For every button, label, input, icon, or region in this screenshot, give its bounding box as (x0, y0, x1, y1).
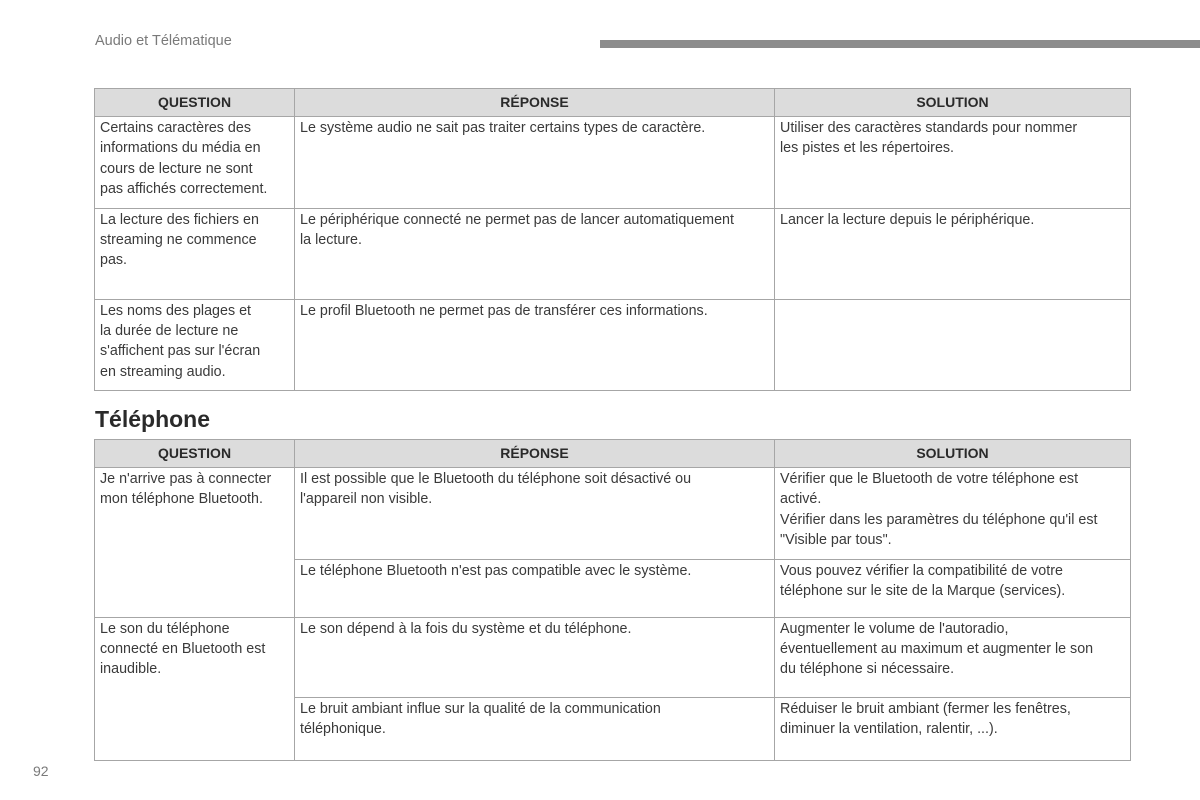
reponse-cell: Le système audio ne sait pas traiter certains types de caractère. (295, 117, 775, 209)
solution-cell: Réduiser le bruit ambiant (fermer les fenêtres, diminuer la ventilation, ralentir, ...). (775, 697, 1131, 760)
table-row (95, 208, 1131, 299)
reponse-cell: Le périphérique connecté ne permet pas de lancer automatiquement la lecture. (295, 208, 775, 299)
solution-cell: Utiliser des caractères standards pour nommer les pistes et les répertoires. (775, 117, 1131, 209)
question-cell: Certains caractères des informations du média en cours de lecture ne sont pas affichés correctement. (95, 117, 295, 209)
table-header-row (95, 440, 1131, 468)
table-row (95, 299, 1131, 391)
section-title-telephone: Téléphone (95, 406, 211, 432)
reponse-cell: Le son dépend à la fois du système et du téléphone. (295, 617, 775, 697)
question-cell: Le son du téléphone connecté en Bluetooth est inaudible. (95, 617, 295, 760)
solution-cell: Augmenter le volume de l'autoradio, éventuellement au maximum et augmenter le son du téléphone si nécessaire. (775, 617, 1131, 697)
reponse-cell: Il est possible que le Bluetooth du téléphone soit désactivé ou l'appareil non visible. (295, 468, 775, 560)
column-header-question: QUESTION (95, 89, 295, 117)
table-row (95, 617, 1131, 697)
page-header-title: Audio et Télématique (95, 33, 232, 49)
table-row (95, 468, 1131, 560)
reponse-cell: Le bruit ambiant influe sur la qualité de la communication téléphonique. (295, 697, 775, 760)
solution-cell: Vous pouvez vérifier la compatibilité de votre téléphone sur le site de la Marque (services). (775, 559, 1131, 617)
column-header-solution: SOLUTION (775, 440, 1131, 468)
audio-faq-table (94, 88, 1131, 391)
column-header-question: QUESTION (95, 440, 295, 468)
solution-cell: Lancer la lecture depuis le périphérique. (775, 208, 1131, 299)
solution-cell (775, 299, 1131, 391)
table-row (95, 117, 1131, 209)
column-header-reponse: RÉPONSE (295, 440, 775, 468)
column-header-solution: SOLUTION (775, 89, 1131, 117)
reponse-cell: Le téléphone Bluetooth n'est pas compatible avec le système. (295, 559, 775, 617)
question-cell: La lecture des fichiers en streaming ne commence pas. (95, 208, 295, 299)
question-cell: Les noms des plages et la durée de lecture ne s'affichent pas sur l'écran en streaming audio. (95, 299, 295, 391)
telephone-faq-table (94, 439, 1131, 761)
column-header-reponse: RÉPONSE (295, 89, 775, 117)
header-decorative-bar (600, 40, 1200, 48)
question-cell: Je n'arrive pas à connecter mon téléphone Bluetooth. (95, 468, 295, 618)
solution-cell: Vérifier que le Bluetooth de votre téléphone est activé. Vérifier dans les paramètres du téléphone qu'il est "Visible par tous". (775, 468, 1131, 560)
table-header-row (95, 89, 1131, 117)
page-number: 92 (33, 763, 49, 779)
reponse-cell: Le profil Bluetooth ne permet pas de transférer ces informations. (295, 299, 775, 391)
